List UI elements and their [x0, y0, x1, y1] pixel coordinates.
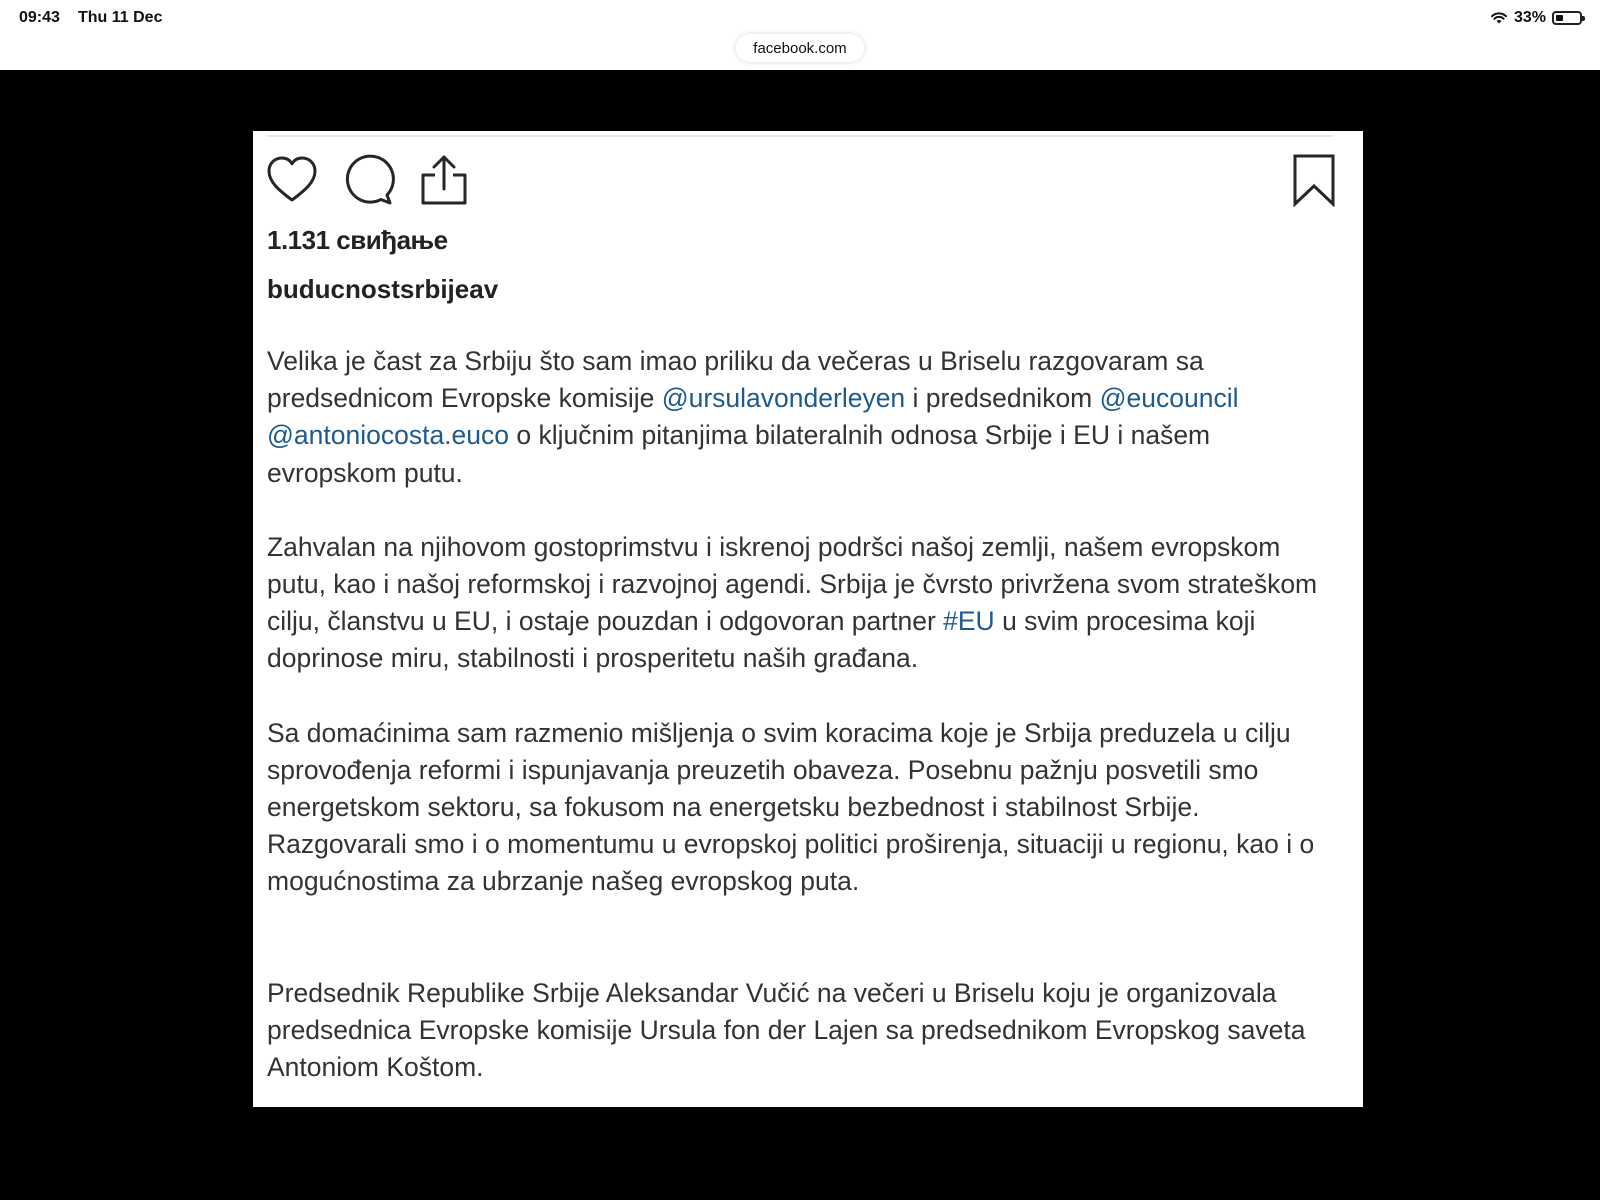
- post-actions: [265, 153, 471, 207]
- instagram-post-screenshot: [253, 131, 1363, 1107]
- share-icon[interactable]: [417, 153, 471, 207]
- status-bar: [0, 0, 1600, 70]
- caption-text: i predsednikom: [905, 383, 1100, 414]
- divider: [267, 135, 1333, 137]
- battery-icon: [1552, 11, 1582, 25]
- paragraph-gap: [267, 678, 1342, 715]
- caption-paragraph-2: [267, 529, 1342, 678]
- paragraph-gap: [267, 492, 1342, 529]
- status-right: [1490, 9, 1582, 27]
- likes-count[interactable]: 1.131 свиђање: [267, 225, 448, 255]
- status-time: 09:43: [19, 9, 60, 26]
- caption-text: o ključnim pitanjima bilateralnih odnosa Srbije i EU i našem evropskom putu.: [267, 420, 1211, 488]
- caption-text: Velika je čast za Srbiju što sam imao priliku da večeras u Briselu razgovaram sa predsednicom Evropske komisije: [267, 346, 1204, 414]
- mention-link[interactable]: @eucouncil: [1099, 383, 1239, 414]
- battery-nub: [1582, 16, 1585, 21]
- battery-fill: [1556, 15, 1563, 21]
- mention-link[interactable]: @antoniocosta.euco: [267, 420, 510, 451]
- post-caption: [267, 343, 1342, 1086]
- url-bar[interactable]: [736, 34, 864, 62]
- caption-text: u svim procesima koji doprinose miru, stabilnosti i prosperitetu naših građana.: [267, 606, 1256, 674]
- bookmark-icon[interactable]: [1291, 153, 1337, 207]
- post-username[interactable]: buducnostsrbijeav: [267, 274, 499, 304]
- caption-paragraph-4: Predsednik Republike Srbije Aleksandar Vučić na večeri u Briselu koju je organizovala predsednica Evropske komisije Ursula fon der Lajen sa predsednikom Evropskog saveta Antoniom Koštom.: [267, 977, 1306, 1083]
- mention-link[interactable]: @ursulavonderleyen: [661, 383, 906, 414]
- comment-icon[interactable]: [341, 153, 395, 207]
- heart-icon[interactable]: [265, 153, 319, 207]
- url-text: facebook.com: [753, 39, 847, 57]
- hashtag-link[interactable]: #EU: [943, 606, 995, 637]
- status-date: Thu 11 Dec: [78, 9, 163, 26]
- caption-text: Zahvalan na njihovom gostoprimstvu i iskrenoj podršci našoj zemlji, našem evropskom putu, kao i našoj reformskoj i razvojnoj agendi. Srbija je čvrsto privržena svom strateškom cilju, članstvu u EU, i ostaje pouzdan i odgovoran partner: [267, 531, 1318, 637]
- paragraph-gap: [267, 901, 1342, 975]
- wifi-icon: [1490, 11, 1508, 25]
- battery-percent: 33%: [1513, 9, 1546, 26]
- caption-paragraph-1: [267, 343, 1342, 492]
- caption-paragraph-3: Sa domaćinima sam razmenio mišljenja o svim koracima koje je Srbija preduzela u cilju sprovođenja reformi i ispunjavanja preuzetih obaveza. Posebnu pažnju posvetili smo energetskom sektoru, sa fokusom na energetsku bezbednost i stabilnost Srbije. Razgovarali smo i o momentumu u evropskoj politici proširenja, situaciji u regionu, kao i o mogućnostima za ubrzanje našeg evropskog puta.: [267, 717, 1315, 897]
